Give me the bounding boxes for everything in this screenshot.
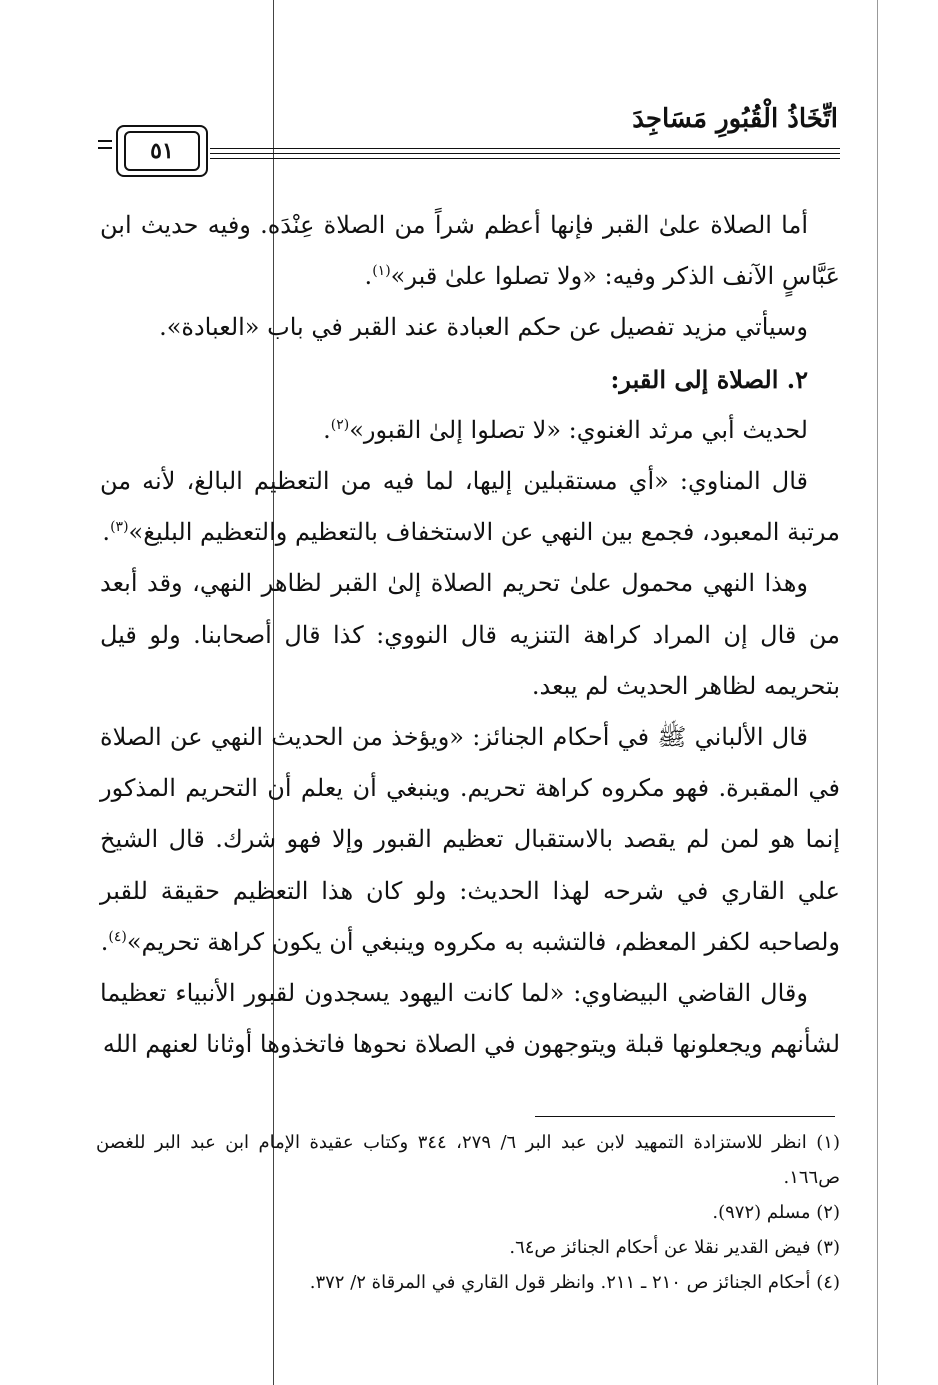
footnote: (١) انظر للاستزادة التمهيد لابن عبد البر ٦/ ٢٧٩، ٣٤٤ وكتاب عقيدة الإمام ابن عبد البر للغصن ص١٦٦.	[96, 1132, 840, 1188]
page-number: ٥١	[124, 131, 200, 171]
footnotes	[96, 1125, 840, 1300]
page-edge-line	[877, 0, 878, 1385]
header-mark	[98, 147, 112, 149]
paragraph: وقال القاضي البيضاوي: «لما كانت اليهود يسجدون لقبور الأنبياء تعظيما لشأنهم ويجعلونها قبلة ويتوجهون في الصلاة نحوها فاتخذوها أوثانا لعنهم الله	[100, 979, 840, 1059]
footnote-ref[interactable]: (٣)	[110, 519, 129, 536]
paragraph: قال الألباني ﷺ في أحكام الجنائز: «ويؤخذ من الحديث النهي عن الصلاة في المقبرة. فهو مكروه كراهة تحريم. وينبغي أن يعلم أن التحريم المذكور إنما هو لمن لم يقصد بالاستقبال تعظيم القبور وإلا فهو شرك. قال الشيخ علي القاري في شرحه لهذا الحديث: ولو كان هذا التعظيم حقيقة للقبر ولصاحبه لكفر المعظم، فالتشبه به مكروه وينبغي أن يكون كراهة تحريم»$^{(٤)}$.	[100, 723, 841, 956]
paragraph: وهذا النهي محمول علىٰ تحريم الصلاة إلىٰ القبر لظاهر النهي، وقد أبعد من قال إن المراد كراهة التنزيه قال النووي: كذا قال أصحابنا. ولو قيل بتحريمه لظاهر الحديث لم يبعد.	[100, 569, 840, 700]
paragraph: وسيأتي مزيد تفصيل عن حكم العبادة عند القبر في باب «العبادة».	[159, 313, 808, 342]
section-heading: ٢. الصلاة إلى القبر:	[610, 364, 808, 394]
header-rule	[210, 148, 840, 149]
running-title: اتِّخَاذُ الْقُبُورِ مَسَاجِدَ	[632, 104, 838, 134]
footnote-ref[interactable]: (٤)	[108, 928, 127, 945]
header-mark	[98, 140, 112, 142]
header-rule	[210, 158, 840, 159]
body-text	[100, 200, 840, 1070]
footnote: (٣) فيض القدير نقلا عن أحكام الجنائز ص٦٤.	[509, 1237, 840, 1258]
footnote: (٢) مسلم (٩٧٢).	[712, 1202, 840, 1223]
header-rule	[210, 153, 840, 154]
paragraph: لحديث أبي مرثد الغنوي: «لا تصلوا إلىٰ القبور»$^{(٢)}$.	[323, 415, 808, 444]
footnote-ref[interactable]: (١)	[372, 263, 391, 280]
paragraph: أما الصلاة علىٰ القبر فإنها أعظم شراً من الصلاة عِنْدَه. وفيه حديث ابن عَبَّاسٍ الآنف الذكر وفيه: «ولا تصلوا علىٰ قبر»$^{(١)}$.	[100, 211, 840, 291]
footnote-ref[interactable]: (٢)	[330, 416, 350, 433]
footnote: (٤) أحكام الجنائز ص ٢١٠ ـ ٢١١. وانظر قول القاري في المرقاة ٢/ ٣٧٢.	[309, 1272, 840, 1293]
footnote-separator	[535, 1116, 835, 1117]
paragraph: قال المناوي: «أي مستقبلين إليها، لما فيه من التعظيم البالغ، لأنه من مرتبة المعبود، فجمع بين النهي عن الاستخفاف بالتعظيم والتعظيم البليغ»$^{(٣)}$.	[100, 467, 840, 547]
